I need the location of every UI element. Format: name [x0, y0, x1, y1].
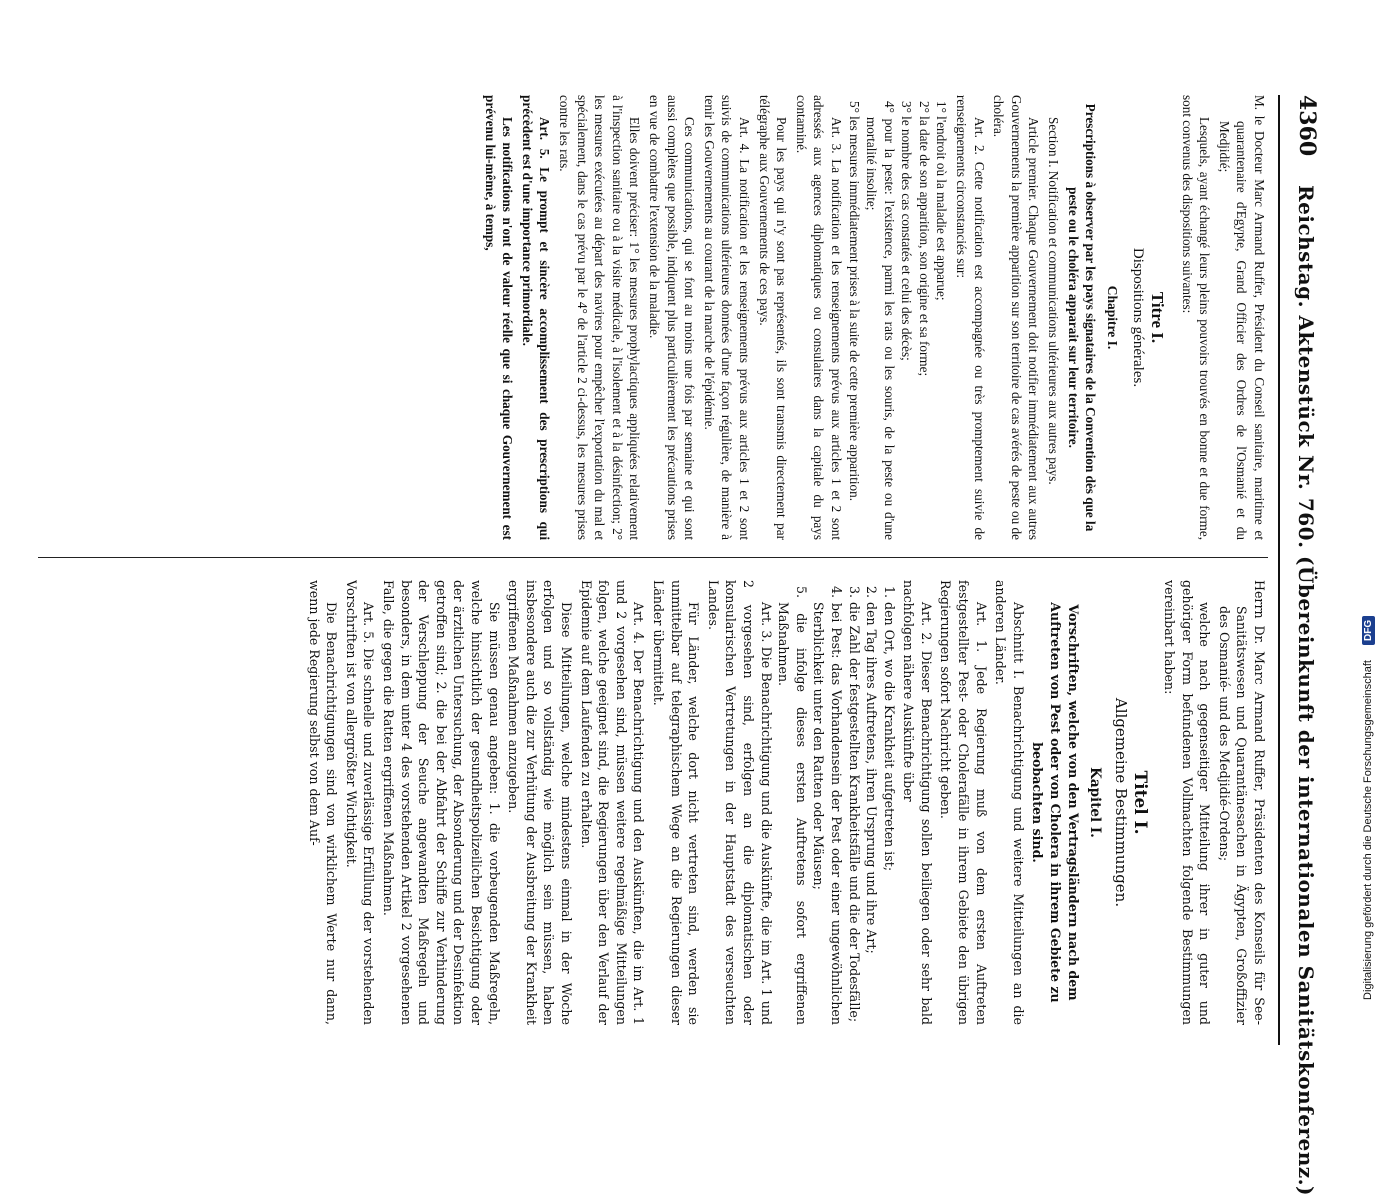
fr-article-2: Art. 2. Cette notification est accompagnée ou très promptement suivie de renseignements circonstanciés sur: — [954, 95, 987, 540]
digitization-credit — [1362, 0, 1375, 1000]
fr-title: Titre I. — [1148, 291, 1168, 344]
fr-section: Section I. Notification et communications ultérieures aux autres pays. — [1046, 117, 1062, 485]
fr-article-1: Article premier. Chaque Gouvernement doit notifier immédiatement aux autres Gouvernements la première apparition sur son territoire de cas avérés de peste ou de choléra. — [991, 95, 1042, 540]
fr-intro-agreement: Lesquels, ayant échangé leurs pleins pouvoirs trouvés en bonne et due forme, sont convenus des dispositions suivantes: — [1179, 95, 1213, 540]
de-article-2: Art. 2. Dieser Benachrichtigung sollen beiliegen oder sehr bald nachfolgen nähere Auskünfte über — [901, 580, 934, 1025]
fr-article-5-b: Les notifications n'ont de valeur réelle que si chaque Gouvernement est prévenu lui-même, à temps, — [482, 95, 516, 540]
de-article-4: Art. 4. Der Benachrichtigung und den Auskünften, die im Art. 1 und 2 vorgesehen sind, müssen weitere regelmäßige Mitteilungen folgen, welche geeignet sind, die Regierungen über den Verlauf der Epidemie auf dem Laufenden zu erhalten. — [578, 580, 647, 1025]
de-intro-delegate: Herrn Dr. Marc Armand Ruffer, Präsidenten des Konseils für See-Sanitätswesen und Quarantänesachen in Ägypten, Großoffizier des Osmanié- und des Medjidié-Ordens; — [1216, 580, 1267, 1025]
german-column — [38, 580, 1268, 1025]
column-divider — [38, 557, 1268, 558]
digitization-credit-text: Digitalisierung gefördert durch die Deutsche Forschungsgemeinschaft — [1362, 660, 1374, 1000]
fr-article-5: Art. 5. Le prompt et sincère accomplissement des prescriptions qui précèdent est d'une importance primordiale. — [519, 95, 553, 540]
french-column — [38, 95, 1268, 540]
fr-article-4: Art. 4. La notification et les renseignements prévus aux articles 1 et 2 sont suivis de communications ultérieures données d'une façon régulière, de manière à tenir les Gouvernements au courant de la marche de l'épidémie. — [701, 95, 752, 540]
fr-article-3: Art. 3. La notification et les renseignements prévus aux articles 1 et 2 sont adressés aux agences diplomatiques ou consulaires dans la capitale du pays contaminé. — [793, 95, 844, 540]
de-article-3-b: Für Länder, welche dort nicht vertreten sind, werden sie unmittelbar auf telegraphischem Wege an die Regierungen dieser Länder übermittelt. — [651, 580, 702, 1025]
de-list-item: 5. die infolge dieses ersten Auftretens sofort ergriffenen Maßnahmen. — [776, 586, 809, 1025]
de-list-item: 1. den Ort, wo die Krankheit aufgetreten ist; — [881, 586, 897, 872]
fr-chapter-heading: Prescriptions à observer par les pays signataires de la Convention dès que la peste ou le choléra apparait sur leur territoire. — [1065, 103, 1099, 532]
de-title-sub: Allgemeine Bestimmungen. — [1111, 697, 1130, 908]
fr-list-item: 1° l'endroit où la maladie est apparue; — [934, 101, 950, 301]
de-article-4-c: Sie müssen genau angeben: 1. die vorbeugenden Maßregeln, welche hinsichtlich der gesundheitspolizeilichen Besichtigung oder der ärztlichen Untersuchung, der Absonderung und der Desinfektion getroffen sind; 2. die bei der Abfahrt der Schiffe zur Verhinderung der Verschleppung der Seuche angewandten Maßregeln und besonders, in dem unter 4 des vorstehenden Artikel 2 vorgesehenen Falle, die gegen die Ratten ergriffenen Maßnahmen. — [381, 580, 502, 1025]
fr-article-4-c: Elles doivent préciser: 1° les mesures prophylactiques appliquées relativement à l'inspection sanitaire ou à la visite médicale, à l'isolement et à la désinfection; 2° les mesures exécutées au départ des navires pour empêcher l'exportation du mal et spécialement, dans le cas prévu par le 4° de l'article 2 ci-dessus, les mesures prises contre les rats. — [557, 95, 643, 540]
de-chapter-heading: Vorschriften, welche von den Vertragsländern nach dem Auftreten von Pest oder von Cholera in ihrem Gebiete zu beobachten sind. — [1030, 602, 1081, 1003]
fr-title-sub: Dispositions générales. — [1130, 247, 1147, 388]
de-article-4-b: Diese Mitteilungen, welche mindestens einmal in der Woche erfolgen und so vollständig wie möglich sein müssen, haben insbesondere auch die zur Verhütung der Ausbreitung der Krankheit ergriffenen Maßnahmen anzugeben. — [506, 580, 575, 1025]
fr-chapter: Chapitre I. — [1104, 285, 1120, 350]
digitization-credit-strip — [1356, 0, 1383, 1000]
de-section: Abschnitt I. Benachrichtigung und weitere Mitteilungen an die anderen Länder. — [993, 580, 1026, 1025]
de-list-item: 3. die Zahl der festgestellten Krankheitsfälle und die der Todesfälle; — [846, 586, 862, 1023]
de-article-1: Art. 1. Jede Regierung muß von dem ersten Auftreten festgestellter Pest- oder Cholerafälle in ihrem Gebiete den übrigen Regierungen sofort Nachricht geben. — [938, 580, 989, 1025]
de-list-item: 2. den Tag ihres Auftretens, ihren Ursprung und ihre Art; — [864, 586, 880, 954]
rotated-document-page — [30, 95, 1320, 1196]
de-chapter: Kapitel I. — [1087, 767, 1104, 838]
fr-list-item: 3° le nombre des cas constatés et celui des décès; — [899, 101, 915, 361]
fr-list-item: 4° pour la peste: l'existence, parmi les rats ou les souris, de la peste ou d'une mortalité insolite; — [864, 101, 897, 540]
fr-intro-delegate: M. le Docteur Marc Armand Ruffer, Président du Conseil sanitaire, maritime et quarantenaire d'Egypte, Grand Officier des Ordres de l'Osmanié et du Medjidié; — [1216, 95, 1267, 540]
dfg-logo-icon: DFG — [1362, 616, 1375, 645]
fr-article-3-b: Pour les pays qui n'y sont pas représentés, ils sont transmis directement par télégraphe aux Gouvernements de ces pays. — [756, 95, 790, 540]
de-list-item: 4. bei Pest: das Vorhandensein der Pest oder einer ungewöhnlichen Sterblichkeit unter den Ratten oder Mäusen; — [811, 586, 844, 1025]
fr-article-4-b: Ces communications, qui se font au moins une fois par semaine et qui sont aussi complètes que possible, indiquent plus particulièrement les précautions prises en vue de combattre l'extension de la maladie. — [647, 95, 698, 540]
de-article-3: Art. 3. Die Benachrichtigung und die Auskünfte, die im Art. 1 und 2 vorgesehen sind, erfolgen an die diplomatischen oder konsularischen Vertretungen in der Hauptstadt des verseuchten Landes. — [705, 580, 774, 1025]
fr-list-item: 5° les mesures immédiatement prises à la suite de cette première apparition. — [846, 101, 862, 502]
de-article-5: Art. 5. Die schnelle und zuverlässige Erfüllung der vorstehenden Vorschriften ist von allergrößter Wichtigkeit. — [343, 580, 377, 1025]
de-article-5-b: Die Benachrichtigungen sind von wirklichem Werte nur dann, wenn jede Regierung selbst von dem Auf- — [306, 580, 340, 1025]
page-number: 4360 — [1294, 95, 1320, 157]
header-rule — [1278, 95, 1280, 1045]
de-title: Titel I. — [1130, 770, 1151, 835]
running-head: Reichstag. Aktenstück Nr. 760. (Übereinkunft der internationalen Sanitätskonferenz.) — [1294, 185, 1318, 1196]
de-intro-agreement: welche nach gegenseitiger Mitteilung ihrer in guter und gehöriger Form befundenen Vollmachten folgende Bestimmungen vereinbart haben: — [1162, 580, 1213, 1025]
page-header — [1286, 95, 1320, 1196]
fr-list-item: 2° la date de son apparition, son origine et sa forme; — [916, 101, 932, 377]
